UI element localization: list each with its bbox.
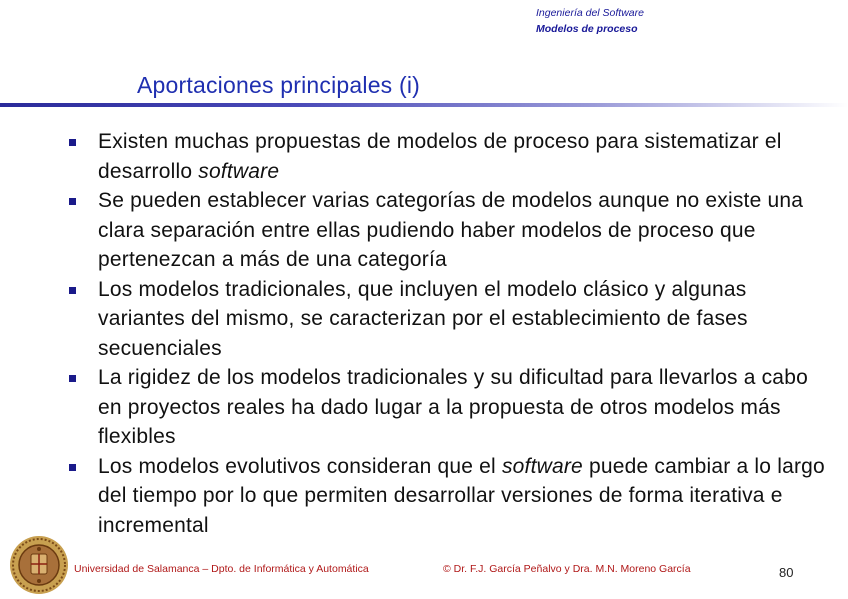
square-bullet-icon [69,287,76,294]
bullet-text: Los modelos evolutivos consideran que el software puede cambiar a lo largo del tiempo por lo que permiten desarrollar versiones de forma iterativa e incremental [98,454,825,537]
square-bullet-icon [69,139,76,146]
bullet-list [66,127,826,540]
bullet-item [66,186,826,275]
bullet-item [66,363,826,452]
slide-header [536,6,644,37]
footer-institution: Universidad de Salamanca – Dpto. de Informática y Automática [74,563,369,575]
university-seal-icon [9,535,69,595]
square-bullet-icon [69,375,76,382]
bullet-text: La rigidez de los modelos tradicionales y su dificultad para llevarlos a cabo en proyectos reales ha dado lugar a la propuesta de otros modelos más flexibles [98,366,808,448]
slide-title: Aportaciones principales (i) [137,72,421,98]
square-bullet-icon [69,464,76,471]
bullet-text: Existen muchas propuestas de modelos de proceso para sistematizar el desarrollo software [98,130,782,183]
topic-name: Modelos de proceso [536,23,638,35]
footer-copyright: © Dr. F.J. García Peñalvo y Dra. M.N. Moreno García [443,563,691,575]
page-number: 80 [779,565,794,580]
bullet-item [66,275,826,364]
square-bullet-icon [69,198,76,205]
bullet-text: Los modelos tradicionales, que incluyen el modelo clásico y algunas variantes del mismo, se caracterizan por el establecimiento de fases secuenciales [98,277,748,360]
bullet-text: Se pueden establecer varias categorías de modelos aunque no existe una clara separación entre ellas pudiendo haber modelos de proceso que pertenezcan a más de una categoría [98,189,804,271]
bullet-item [66,452,826,541]
title-divider [0,103,848,107]
course-name: Ingeniería del Software [536,7,644,19]
bullet-item [66,127,826,186]
